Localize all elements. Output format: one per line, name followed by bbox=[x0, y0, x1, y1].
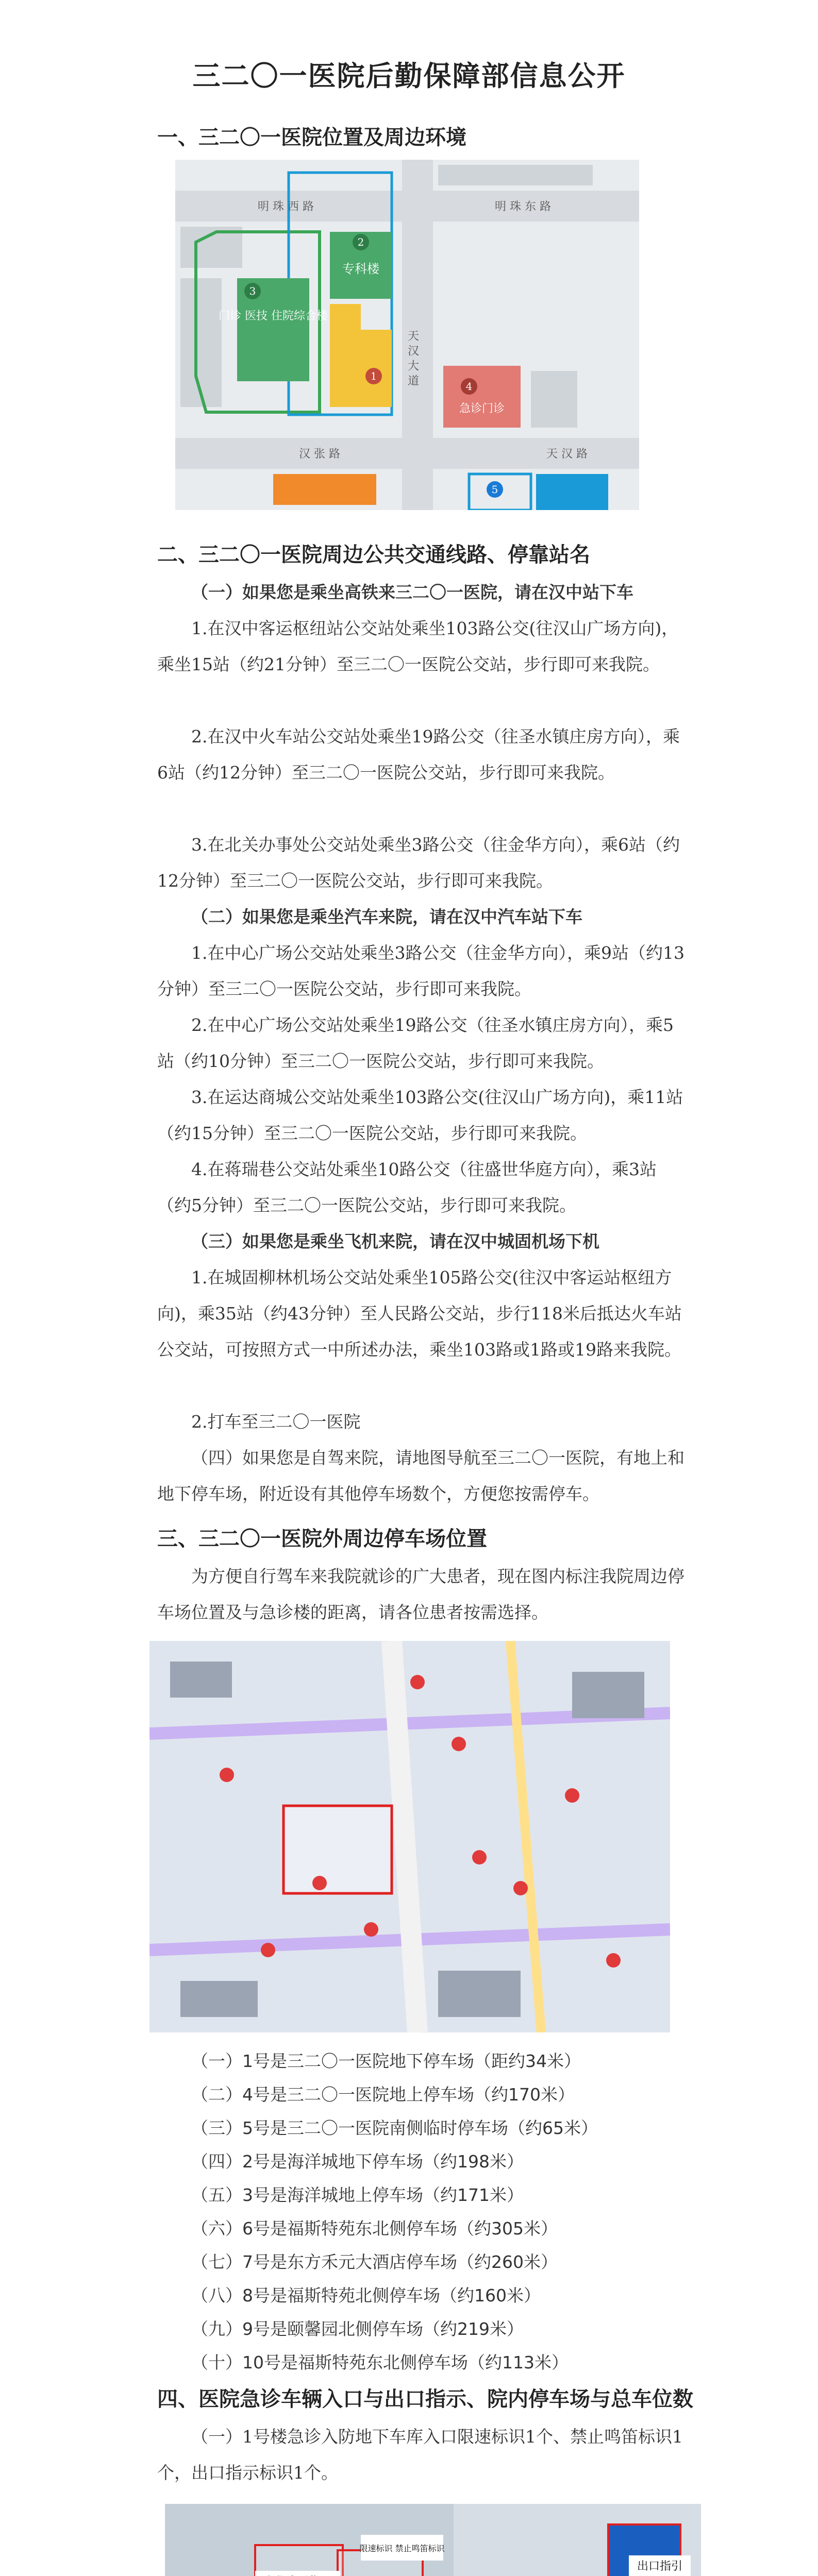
transit-heading-air: （三）如果您是乘坐飞机来院，请在汉中城固机场下机 bbox=[191, 1231, 599, 1251]
parking-lot-7: （七）7号是东方禾元大酒店停车场（约260米） bbox=[191, 2252, 558, 2272]
map-num-3: 3 bbox=[249, 285, 256, 297]
map-building-jizhen: 急诊门诊 bbox=[459, 402, 505, 415]
transit-heading-bus: （二）如果您是乘坐汽车来院，请在汉中汽车站下车 bbox=[191, 907, 582, 927]
parking-lot-8: （八）8号是福斯特苑北侧停车场（约160米） bbox=[191, 2285, 541, 2306]
section-4-heading: 四、医院急诊车辆入口与出口指示、院内停车场与总车位数 bbox=[157, 2387, 693, 2411]
section-3-heading: 三、三二〇一医院外周边停车场位置 bbox=[157, 1527, 487, 1551]
parking-lot-4: （四）2号是海洋城地下停车场（约198米） bbox=[191, 2151, 524, 2172]
road-hanzhang: 汉 张 路 bbox=[299, 448, 340, 461]
hospital-location-map bbox=[175, 160, 639, 510]
parking-lot-10: （十）10号是福斯特苑东北侧停车场（约113米） bbox=[191, 2352, 569, 2372]
section-2-heading: 二、三二〇一医院周边公共交通线路、停靠站名 bbox=[157, 543, 590, 567]
road-mingzhu-west: 明 珠 西 路 bbox=[258, 200, 314, 213]
transit-bus-2: 2.在中心广场公交站处乘坐19路公交（往圣水镇庄房方向），乘5站（约10分钟）至三二〇一医院公交站，步行即可来我院。 bbox=[157, 1015, 674, 1071]
parking-lot-5: （五）3号是海洋城地上停车场（约171米） bbox=[191, 2185, 524, 2205]
transit-air-1: 1.在城固柳林机场公交站处乘坐105路公交(往汉中客运站枢纽方向)，乘35站（约43分钟）至人民路公交站，步行118米后抵达火车站公交站，可按照方式一中所述办法，乘坐103路或1路或19路来我院。 bbox=[157, 1267, 682, 1360]
transit-air-2: 2.打车至三二〇一医院 bbox=[191, 1412, 361, 1432]
transit-rail-2: 2.在汉中火车站公交站处乘坐19路公交（往圣水镇庄房方向），乘6站（约12分钟）至三二〇一医院公交站，步行即可来我院。 bbox=[157, 726, 680, 783]
transit-rail-3: 3.在北关办事处公交站处乘坐3路公交（往金华方向），乘6站（约12分钟）至三二〇一医院公交站，步行即可来我院。 bbox=[157, 835, 680, 891]
parking-lots-map bbox=[149, 1641, 670, 2032]
map-num-5: 5 bbox=[491, 483, 498, 496]
parking-lot-2: （二）4号是三二〇一医院地上停车场（约170米） bbox=[191, 2084, 575, 2105]
map-num-4: 4 bbox=[465, 380, 473, 393]
parking-lot-6: （六）6号是福斯特苑东北侧停车场（约305米） bbox=[191, 2218, 558, 2239]
parking-lot-9: （九）9号是颐馨园北侧停车场（约219米） bbox=[191, 2319, 524, 2339]
road-tianhan: 天 汉 路 bbox=[546, 448, 588, 461]
page-title: 三二〇一医院后勤保障部信息公开 bbox=[192, 60, 626, 92]
transit-bus-3: 3.在运达商城公交站处乘坐103路公交(往汉山广场方向)，乘11站（约15分钟）至三二〇一医院公交站，步行即可来我院。 bbox=[157, 1087, 683, 1143]
road-mingzhu-east: 明 珠 东 路 bbox=[495, 200, 551, 213]
map-num-2: 2 bbox=[357, 236, 364, 248]
label-speed-horn: 限速标识 禁止鸣笛标识 bbox=[359, 2544, 445, 2553]
map-num-1: 1 bbox=[370, 370, 377, 382]
transit-heading-rail: （一）如果您是乘坐高铁来三二〇一医院，请在汉中站下车 bbox=[191, 582, 633, 602]
transit-self-drive: （四）如果您是自驾来院，请地图导航至三二〇一医院，有地上和地下停车场，附近设有其他停车场数个，方便您按需停车。 bbox=[157, 1448, 685, 1504]
parking-lot-3: （三）5号是三二〇一医院南侧临时停车场（约65米） bbox=[191, 2118, 598, 2138]
hospital-highlight-box bbox=[283, 1806, 392, 1893]
transit-rail-1: 1.在汉中客运枢纽站公交站处乘坐103路公交(往汉山广场方向)，乘坐15站（约21分钟）至三二〇一医院公交站，步行即可来我院。 bbox=[157, 618, 679, 674]
underground-signage-desc: （一）1号楼急诊入防地下车库入口限速标识1个、禁止鸣笛标识1个，出口指示标识1个。 bbox=[157, 2427, 683, 2483]
label-exit: 出口指引 bbox=[637, 2560, 683, 2573]
map-building-menzhen: 门诊 医技 住院综合楼 bbox=[219, 310, 328, 323]
section-1-heading: 一、三二〇一医院位置及周边环境 bbox=[157, 126, 466, 149]
parking-lot-1: （一）1号是三二〇一医院地下停车场（距约34米） bbox=[191, 2051, 581, 2071]
transit-bus-1: 1.在中心广场公交站处乘坐3路公交（往金华方向），乘9站（约13分钟）至三二〇一医院公交站，步行即可来我院。 bbox=[157, 943, 685, 999]
transit-bus-4: 4.在蒋瑞巷公交站处乘坐10路公交（往盛世华庭方向），乘3站（约5分钟）至三二〇一医院公交站，步行即可来我院。 bbox=[157, 1159, 657, 1215]
map-building-zhuanke: 专科楼 bbox=[342, 262, 379, 276]
parking-intro: 为方便自行驾车来我院就诊的广大患者，现在图内标注我院周边停车场位置及与急诊楼的距离，请各位患者按需选择。 bbox=[157, 1566, 685, 1622]
road-tianhan-avenue: 天 汉 大 道 bbox=[406, 330, 419, 386]
underground-parking-photos bbox=[165, 2504, 701, 2576]
